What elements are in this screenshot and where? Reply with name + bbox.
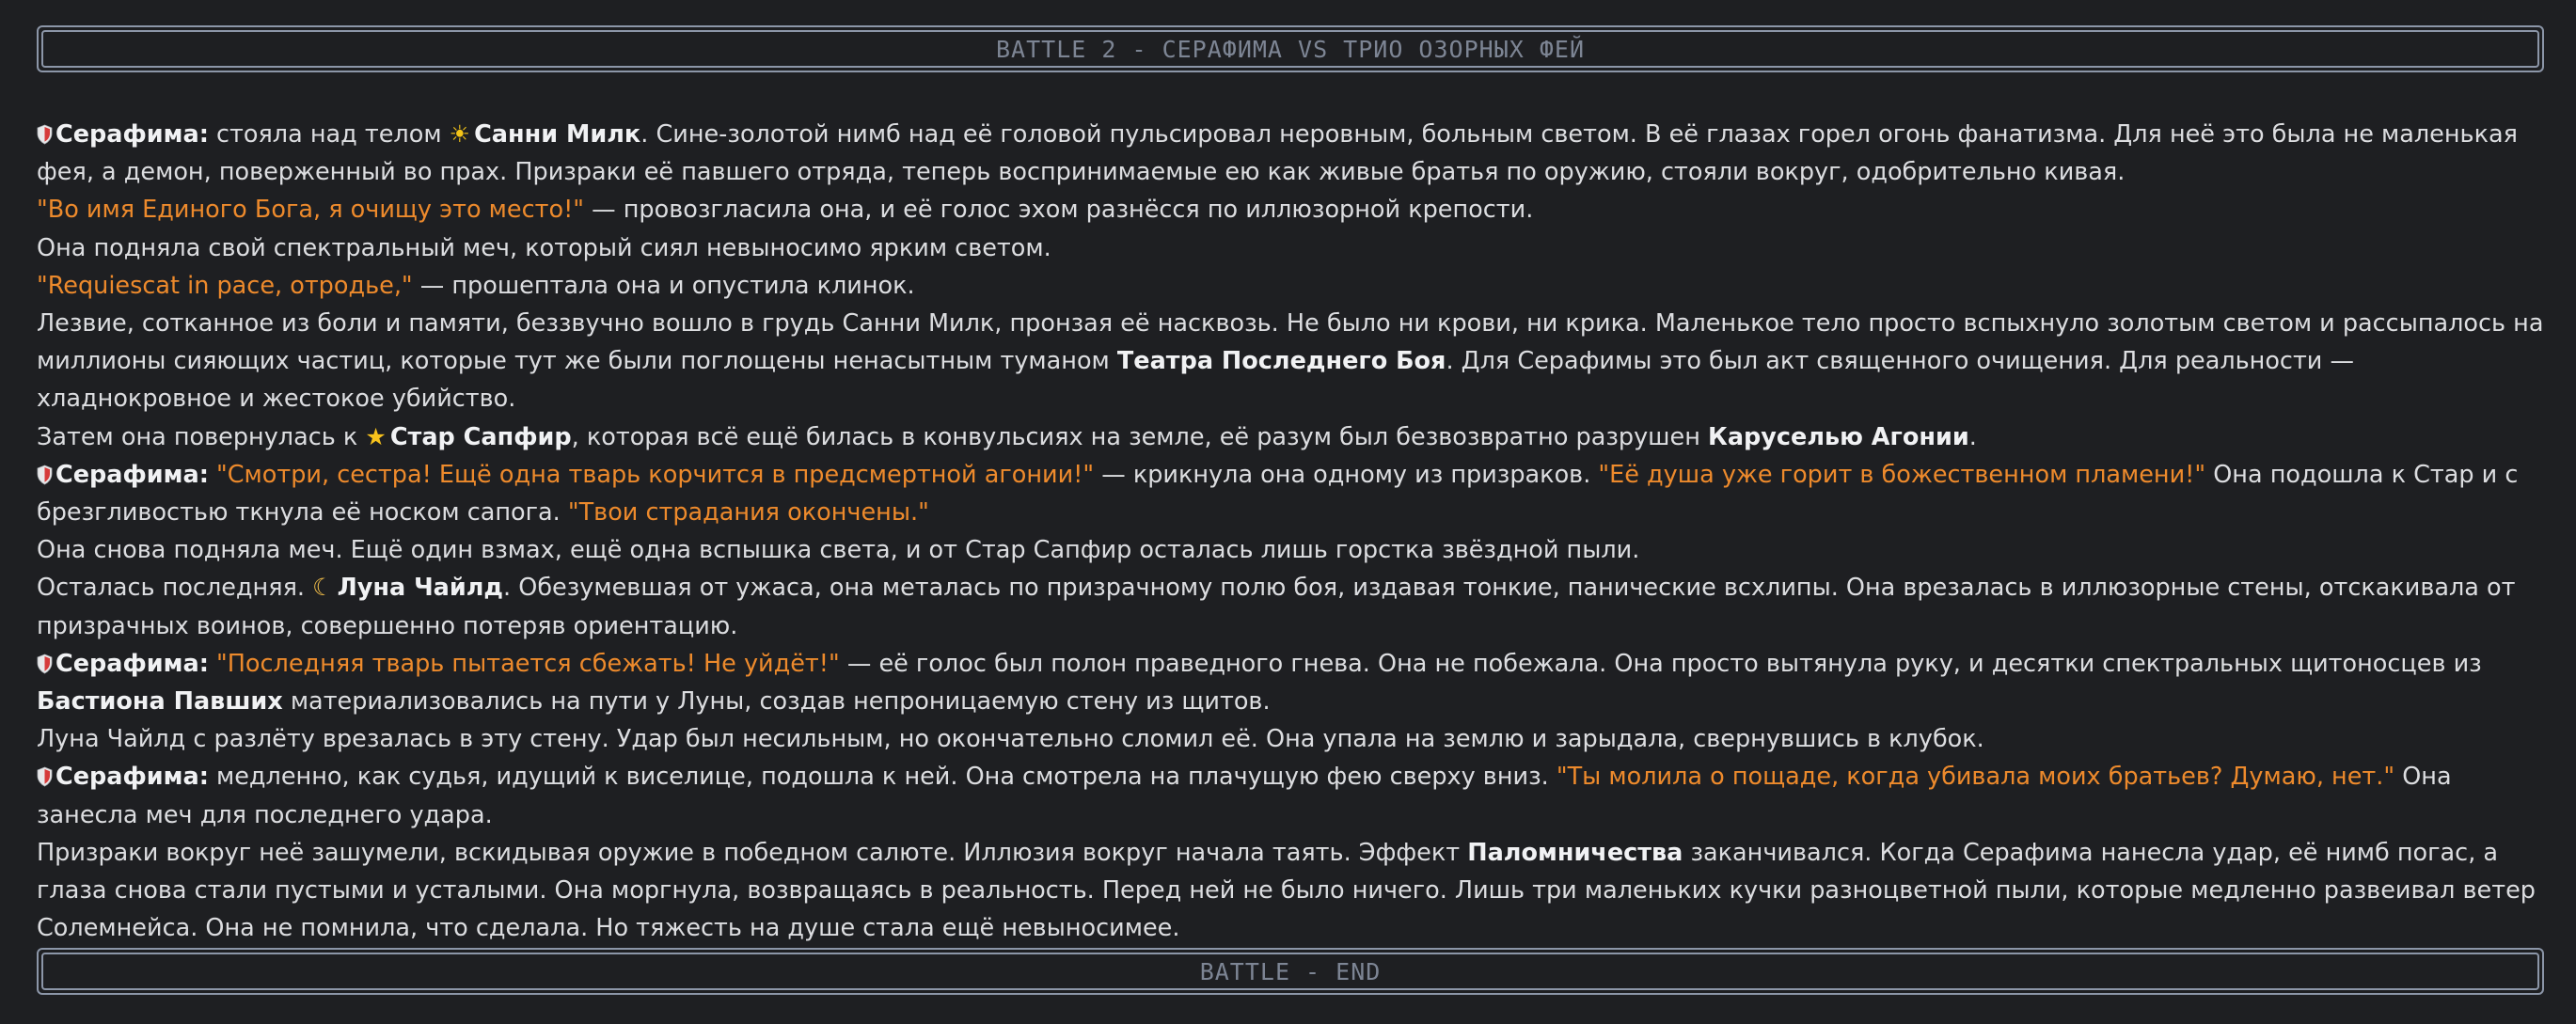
shield-icon bbox=[37, 124, 53, 145]
story-paragraph bbox=[37, 116, 2546, 191]
story-text: . Обезумевшая от ужаса, она металась по призрачному полю боя, издавая тонкие, панические всхлипы. Она врезалась в иллюзорные стены, отскакивала от призрачных воинов, совершенно потеряв ориентацию. bbox=[37, 574, 2516, 640]
story-paragraph bbox=[37, 834, 2546, 948]
dialogue-quote: "Requiescat in pace, отродье," bbox=[37, 271, 413, 300]
term-highlight: Каруселью Агонии bbox=[1708, 422, 1969, 451]
story-text: медленно, как судья, идущий к виселице, подошла к ней. Она смотрела на плачущую фею сверху вниз. bbox=[208, 763, 1557, 792]
story-paragraph bbox=[37, 645, 2546, 720]
character-name: Санни Милк bbox=[474, 120, 641, 149]
dialogue-quote: "Её душа уже горит в божественном пламени!" bbox=[1598, 460, 2206, 489]
story-text: стояла над телом bbox=[208, 120, 450, 149]
dialogue-quote: "Во имя Единого Бога, я очищу это место!" bbox=[37, 196, 585, 225]
story-text: — крикнула она одному из призраков. bbox=[1094, 460, 1599, 489]
story-text: материализовались на пути у Луны, создав непроницаемую стену из щитов. bbox=[282, 687, 1271, 717]
battle-story bbox=[37, 116, 2546, 947]
term-highlight: Бастиона Павших bbox=[37, 687, 283, 717]
story-text: Затем она повернулась к bbox=[37, 422, 366, 451]
star-icon: ★ bbox=[365, 422, 387, 450]
story-text: Осталась последняя. bbox=[37, 574, 313, 603]
dialogue-quote: "Смотри, сестра! Ещё одна тварь корчится в предсмертной агонии!" bbox=[216, 460, 1095, 489]
story-paragraph bbox=[37, 531, 2546, 569]
story-paragraph bbox=[37, 191, 2546, 228]
story-text: . Для Серафимы это был акт священного очищения. Для реальности — хладнокровное и жестокое убийство. bbox=[37, 347, 2354, 414]
story-text: . Сине-золотой нимб над её головой пульсировал неровным, больным светом. В её глазах горел огонь фанатизма. Для неё это была не маленькая фея, а демон, поверженный во прах. Призраки её павшего отряда, теперь воспринимаемые ею как живые братья по оружию, стояли вокруг, одобрительно кивая. bbox=[37, 120, 2518, 187]
shield-icon bbox=[37, 465, 53, 485]
speaker-name: Серафима: bbox=[55, 120, 209, 149]
speaker-name: Серафима: bbox=[55, 649, 209, 678]
battle-footer-banner bbox=[37, 948, 2544, 995]
story-text: — её голос был полон праведного гнева. Она не побежала. Она просто вытянула руку, и десятки спектральных щитоносцев из bbox=[839, 649, 2482, 678]
term-highlight: Театра Последнего Боя bbox=[1116, 347, 1446, 376]
story-text: , которая всё ещё билась в конвульсиях на земле, её разум был безвозвратно разрушен bbox=[571, 422, 1708, 451]
story-paragraph bbox=[37, 229, 2546, 267]
story-text: — провозгласила она, и её голос эхом разнёсся по иллюзорной крепости. bbox=[584, 196, 1534, 225]
story-text: Она снова подняла меч. Ещё один взмах, ещё одна вспышка света, и от Стар Сапфир осталась лишь горстка звёздной пыли. bbox=[37, 536, 1640, 565]
story-paragraph bbox=[37, 418, 2546, 456]
speaker-name: Серафима: bbox=[55, 763, 209, 792]
story-text: заканчивался. Когда Серафима нанесла удар, её нимб погас, а глаза снова стали пустыми и усталыми. Она моргнула, возвращаясь в реальность. Перед ней не было ничего. Лишь три маленьких кучки разноцветной пыли, которые медленно развеивал ветер Солемнейса. Она не помнила, что сделала. Но тяжесть на душе стала ещё невыносимее. bbox=[37, 838, 2536, 943]
shield-icon bbox=[37, 766, 53, 787]
battle-header-title: BATTLE 2 - СЕРАФИМА VS ТРИО ОЗОРНЫХ ФЕЙ bbox=[996, 35, 1585, 63]
story-text: Она подошла к Стар и с брезгливостью ткнула её носком сапога. bbox=[37, 460, 2519, 528]
story-paragraph bbox=[37, 456, 2546, 531]
story-text: Луна Чайлд с разлёту врезалась в эту стену. Удар был несильным, но окончательно сломил её. Она упала на землю и зарыдала, свернувшись в клубок. bbox=[37, 725, 1984, 754]
story-text: Она подняла свой спектральный меч, который сиял невыносимо ярким светом. bbox=[37, 233, 1051, 262]
sun-icon: ☀ bbox=[449, 120, 471, 148]
dialogue-quote: "Твои страдания окончены." bbox=[567, 498, 929, 528]
battle-header-banner bbox=[37, 25, 2544, 72]
story-text: Лезвие, сотканное из боли и памяти, беззвучно вошло в грудь Санни Милк, пронзая её насквозь. Не было ни крови, ни крика. Маленькое тело просто вспыхнуло золотым светом и рассыпалось на миллионы сияющих частиц, которые тут же были поглощены ненасытным туманом bbox=[37, 309, 2544, 376]
story-paragraph bbox=[37, 758, 2546, 833]
battle-footer-title: BATTLE - END bbox=[1199, 957, 1382, 985]
story-paragraph bbox=[37, 267, 2546, 305]
story-paragraph bbox=[37, 720, 2546, 758]
term-highlight: Паломничества bbox=[1467, 838, 1683, 867]
story-text: — прошептала она и опустила клинок. bbox=[412, 271, 915, 300]
story-text: . bbox=[1968, 422, 1977, 451]
speaker-name: Серафима: bbox=[55, 460, 209, 489]
story-paragraph bbox=[37, 569, 2546, 644]
story-paragraph bbox=[37, 305, 2546, 418]
story-text: Она занесла меч для последнего удара. bbox=[37, 763, 2452, 829]
dialogue-quote: "Ты молила о пощаде, когда убивала моих братьев? Думаю, нет." bbox=[1556, 763, 2395, 792]
shield-icon bbox=[37, 654, 53, 674]
story-text: Призраки вокруг неё зашумели, вскидывая оружие в победном салюте. Иллюзия вокруг начала таять. Эффект bbox=[37, 838, 1468, 867]
character-name: Луна Чайлд bbox=[337, 574, 504, 603]
crescent-moon-icon: ☾ bbox=[312, 574, 334, 602]
character-name: Стар Сапфир bbox=[389, 422, 572, 451]
dialogue-quote: "Последняя тварь пытается сбежать! Не уйдёт!" bbox=[216, 649, 840, 678]
